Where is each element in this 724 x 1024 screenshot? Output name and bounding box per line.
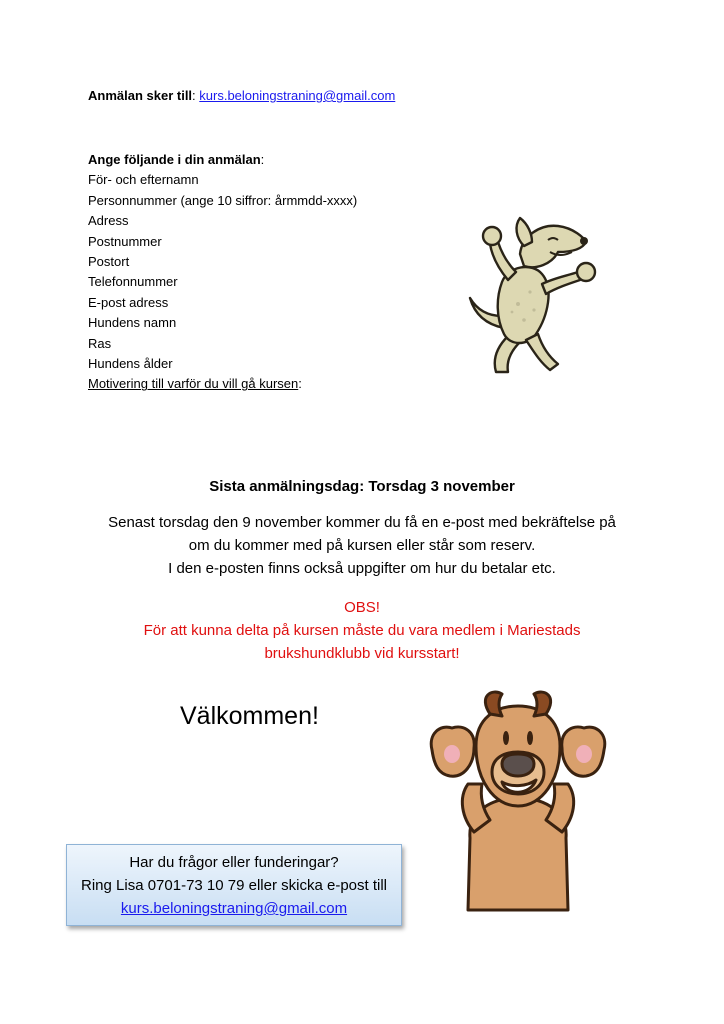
notice-line: brukshundklubb vid kursstart! [264,645,460,662]
dancing-dog-illustration [462,212,612,384]
confirmation-line: om du kommer med på kursen eller står som reserv. [188,537,536,554]
fields-section [88,150,468,395]
questions-box [66,844,402,926]
membership-notice [60,596,664,665]
field-item: Postort [88,254,130,270]
questions-email-link[interactable]: kurs.beloningstraning@gmail.com [120,900,348,917]
motivation-line: Motivering till varför du vill gå kursen: [88,376,302,392]
motivation-text: Motivering till varför du vill gå kursen [88,376,299,392]
confirmation-paragraph [60,511,664,580]
field-item: E-post adress [88,294,169,310]
field-item: Telefonnummer [88,274,178,290]
field-item: För- och efternamn [88,172,199,188]
field-item: Adress [88,213,129,229]
deadline-heading: Sista anmälningsdag: Torsdag 3 november [209,478,515,495]
field-item: Ras [88,335,112,351]
field-item: Postnummer [88,233,162,249]
happy-dog-illustration [418,688,618,913]
signup-email-link[interactable]: kurs.beloningstraning@gmail.com [199,88,396,103]
field-item: Personnummer (ange 10 siffror: årmmdd-xxxx) [88,192,358,208]
signup-line [88,86,395,106]
fields-heading: Ange följande i din anmälan: [88,152,265,167]
questions-line1: Har du frågor eller funderingar? [129,854,339,871]
notice-line: För att kunna delta på kursen måste du vara medlem i Mariestads [143,622,581,639]
welcome-heading: Välkommen! [180,702,319,730]
field-item: Hundens ålder [88,356,173,372]
signup-colon: : [192,88,200,103]
notice-line: OBS! [344,599,380,616]
field-item: Hundens namn [88,315,177,331]
signup-label: Anmälan sker till [88,88,193,103]
questions-line2: Ring Lisa 0701-73 10 79 eller skicka e-post till [81,877,387,894]
confirmation-line: I den e-posten finns också uppgifter om hur du betalar etc. [168,560,556,577]
confirmation-line: Senast torsdag den 9 november kommer du få en e-post med bekräftelse på [108,514,616,531]
